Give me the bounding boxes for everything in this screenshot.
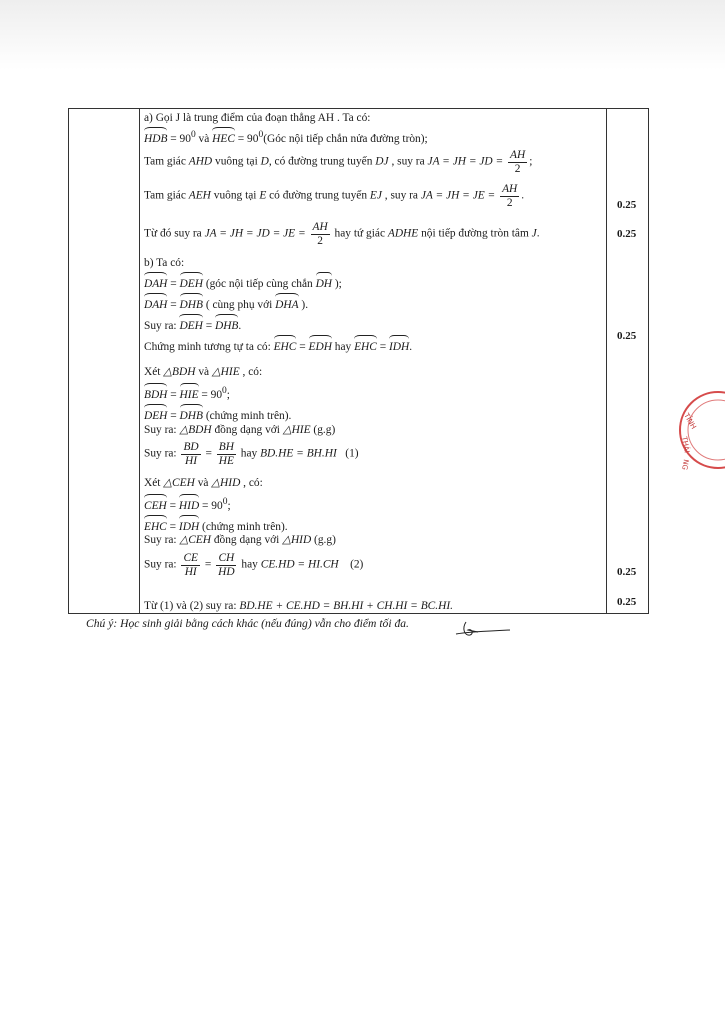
score-value: 0.25 [617, 566, 637, 578]
part-b-ratio-1: Suy ra: $\frac{BD}{HI}$ = $\frac{BH}{HE}$ hay BD.HE = BH.HI (1) [144, 441, 359, 467]
fraction: $\frac{AH}{2}$ [502, 183, 518, 209]
part-b-line: Suy ra: △BDH đồng dạng với △HIE (g.g) [144, 424, 336, 436]
part-a-triangle-aeh: Tam giác AEH vuông tại E có đường trung tuyến EJ , suy ra JA = JH = JE = $\frac{AH}{2}$ . [144, 183, 525, 209]
part-b-final: Từ (1) và (2) suy ra: BD.HE + CE.HD = BH.HI + CH.HI = BC.HI. [144, 600, 453, 612]
score-value: 0.25 [617, 330, 637, 342]
part-b-line: DEH = DHB (chứng minh trên). [144, 406, 291, 423]
part-b-line: DAH = DHB ( cùng phụ với DHA ). [144, 295, 308, 312]
part-b-line: Xét △CEH và △HID , có: [144, 477, 263, 489]
part-b-line: Xét △BDH và △HIE , có: [144, 366, 263, 378]
part-b-line: CEH = HID = $90^0$; [144, 497, 231, 512]
fraction: $\frac{CH}{HD}$ [218, 552, 235, 578]
part-b-line: EHC = IDH (chứng minh trên). [144, 517, 288, 534]
part-a-intro: a) Gọi J là trung điểm của đoạn thẳng AH . Ta có: [144, 112, 371, 124]
part-b-line: BDH = HIE = $90^0$; [144, 386, 230, 401]
part-b-ratio-2: Suy ra: $\frac{CE}{HI}$ = $\frac{CH}{HD}$ hay CE.HD = HI.CH (2) [144, 552, 364, 578]
column-divider [606, 109, 607, 613]
fraction: $\frac{AH}{2}$ [312, 221, 328, 247]
grading-table [68, 108, 649, 614]
part-b-line: DAH = DEH (góc nội tiếp cùng chắn DH ); [144, 274, 342, 291]
part-b-line: Suy ra: DEH = DHB. [144, 316, 241, 333]
score-value: 0.25 [617, 596, 637, 608]
fraction: $\frac{AH}{2}$ [510, 149, 526, 175]
stamp-text: THÁI [680, 435, 691, 454]
stamp-text: TỈNH [682, 412, 698, 431]
score-value: 0.25 [617, 228, 637, 240]
score-value: 0.25 [617, 199, 637, 211]
fraction: $\frac{BH}{HE}$ [218, 441, 234, 467]
part-a-triangle-ahd: Tam giác AHD vuông tại D, có đường trung tuyến DJ , suy ra JA = JH = JD = $\frac{AH}{2}$ ; [144, 149, 533, 175]
part-b-intro: b) Ta có: [144, 257, 185, 269]
stamp-text: NG [680, 458, 690, 471]
part-a-conclusion: Từ đó suy ra JA = JH = JD = JE = $\frac{AH}{2}$ hay tứ giác ADHE nội tiếp đường tròn tâm J. [144, 221, 540, 247]
part-a-angles: HDB = $90^0$ và HEC = $90^0(Góc$ nội tiếp chắn nửa đường tròn); [144, 130, 428, 145]
red-stamp-icon [670, 385, 725, 475]
part-b-line: Suy ra: △CEH đồng dạng với △HID (g.g) [144, 534, 336, 546]
part-b-line: Chứng minh tương tự ta có: EHC = EDH hay EHC = IDH. [144, 337, 412, 354]
fraction: $\frac{CE}{HI}$ [183, 552, 198, 578]
footnote: Chú ý: Học sinh giải bằng cách khác (nếu đúng) vẫn cho điểm tối đa. [86, 617, 409, 630]
signature-icon [448, 618, 518, 642]
scan-top-shadow [0, 0, 725, 70]
fraction: $\frac{BD}{HI}$ [183, 441, 199, 467]
column-divider [139, 109, 140, 613]
